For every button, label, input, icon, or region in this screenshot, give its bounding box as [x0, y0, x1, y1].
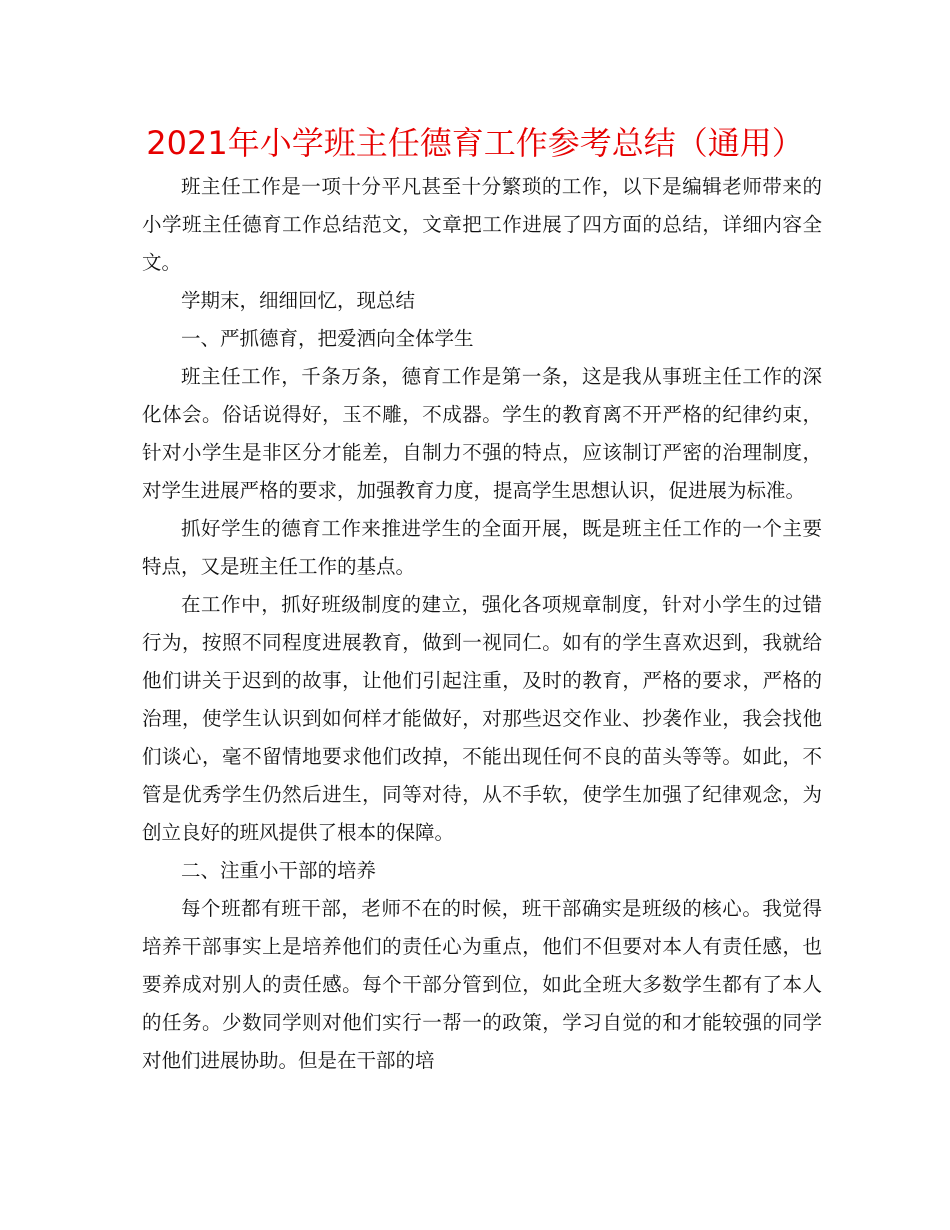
paragraph-development: 抓好学生的德育工作来推进学生的全面开展，既是班主任工作的一个主要特点，又是班主任工作的基点。 [142, 517, 822, 578]
section-heading-moral-education: 一、严抓德育，把爱洒向全体学生 [181, 327, 474, 350]
paragraph-semester-summary: 学期末，细细回忆，现总结 [181, 289, 416, 312]
paragraph-class-cadres: 每个班都有班干部，老师不在的时候，班干部确实是班级的核心。我觉得培养干部事实上是培养他们的责任心为重点，他们不但要对本人有责任感，也要养成对别人的责任感。每个干部分管到位，如此全班大多数学生都有了本人的任务。少数同学则对他们实行一帮一的政策，学习自觉的和才能较强的同学对他们进展协助。但是在干部的培 [142, 897, 822, 1072]
document-body [142, 168, 822, 1080]
paragraph-class-rules: 在工作中，抓好班级制度的建立，强化各项规章制度，针对小学生的过错行为，按照不同程度进展教育，做到一视同仁。如有的学生喜欢迟到，我就给他们讲关于迟到的故事，让他们引起注重，及时的教育，严格的要求，严格的治理，使学生认识到如何样才能做好，对那些迟交作业、抄袭作业，我会找他们谈心，毫不留情地要求他们改掉，不能出现任何不良的苗头等等。如此，不管是优秀学生仍然后进生，同等对待，从不手软，使学生加强了纪律观念，为创立良好的班风提供了根本的保障。 [142, 593, 822, 844]
section-heading-class-cadres: 二、注重小干部的培养 [181, 859, 377, 882]
document-title: 2021年小学班主任德育工作参考总结（通用） [146, 124, 804, 162]
paragraph-moral-education: 班主任工作，千条万条，德育工作是第一条，这是我从事班主任工作的深化体会。俗话说得好，玉不雕，不成器。学生的教育离不开严格的纪律约束，针对小学生是非区分才能差，自制力不强的特点，应该制订严密的治理制度，对学生进展严格的要求，加强教育力度，提高学生思想认识，促进展为标准。 [142, 365, 822, 502]
paragraph-intro: 班主任工作是一项十分平凡甚至十分繁琐的工作，以下是编辑老师带来的小学班主任德育工作总结范文，文章把工作进展了四方面的总结，详细内容全文。 [142, 175, 822, 274]
